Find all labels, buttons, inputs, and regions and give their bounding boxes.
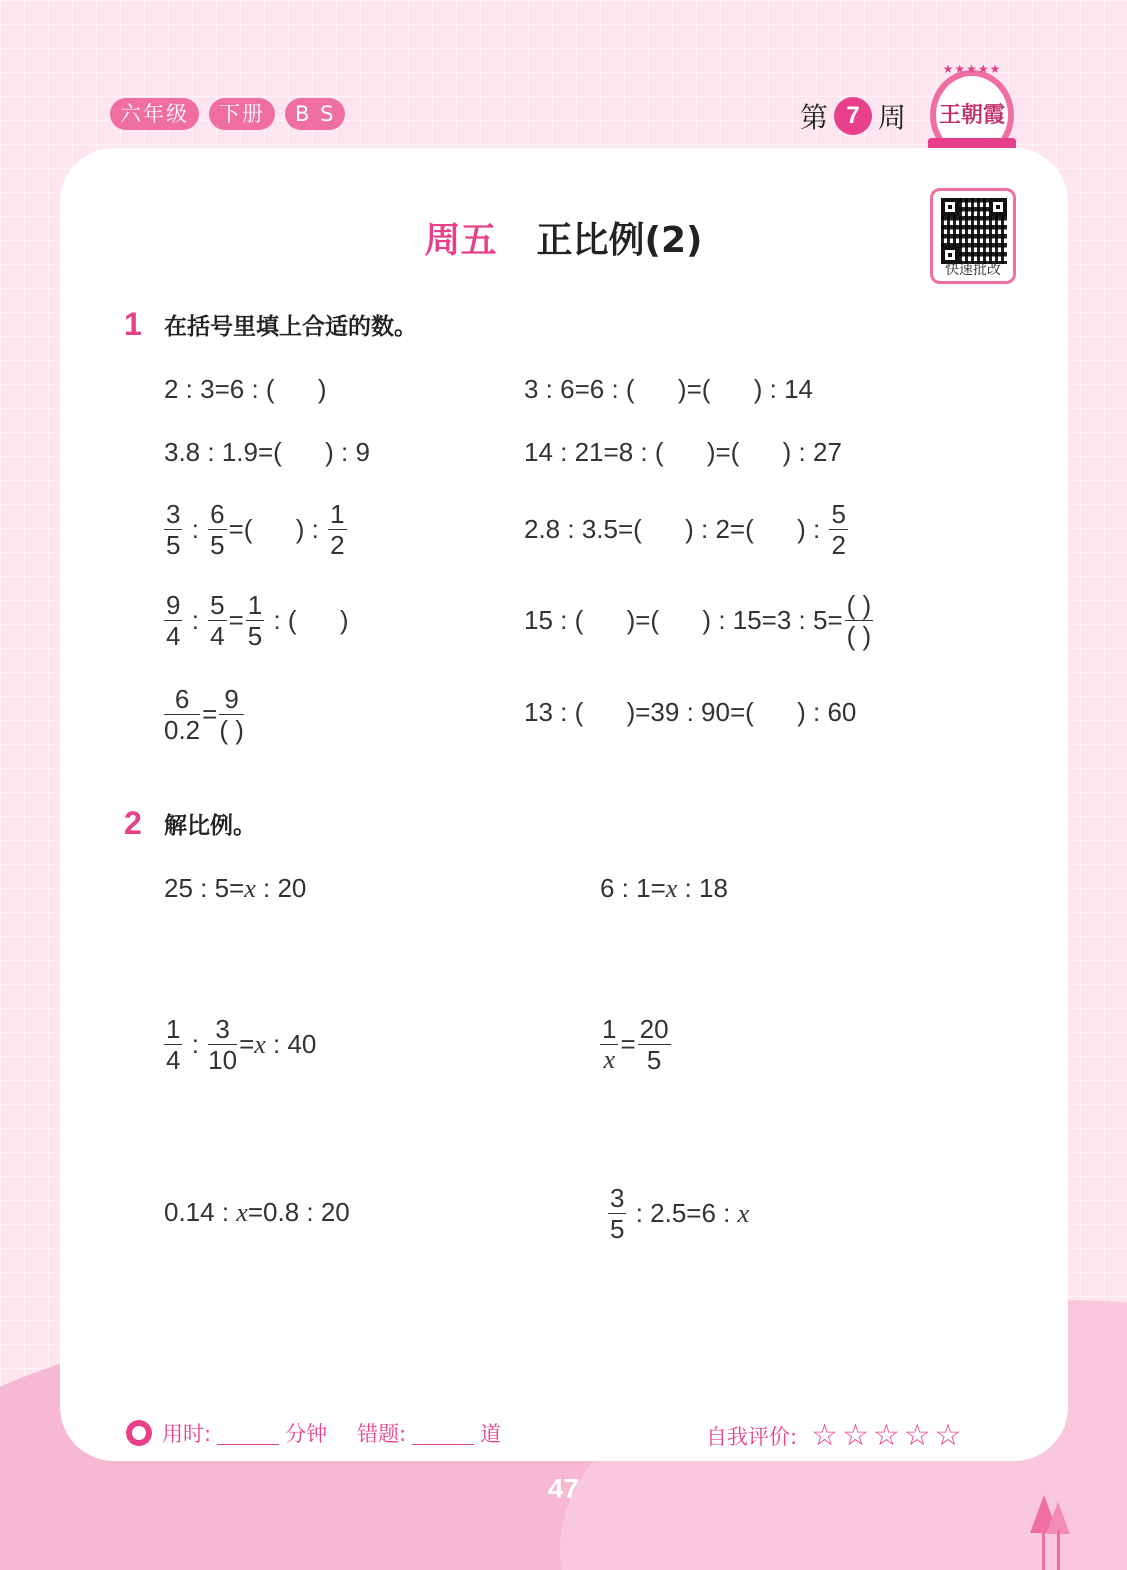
arrow-stem [1042,1530,1045,1570]
equation-1-9 [162,684,246,745]
variable-x: x [603,1045,615,1074]
denominator: 4 [210,621,225,651]
equation-text: = [228,605,244,635]
equation-text: 15 : ( )=( ) : 15=3 : 5= [524,605,843,635]
time-blank[interactable] [217,1421,279,1445]
numerator: 6 [210,499,225,529]
equation-text: 2.8 : 3.5=( ) : 2=( ) : [524,514,828,544]
proportion-e [164,1197,350,1228]
equation-text: = [620,1029,636,1059]
fraction [600,1014,618,1075]
fraction [829,499,847,560]
variable-x: x [254,1029,266,1059]
logo-text: 王朝霞 [938,102,1005,128]
proportion-c [162,1014,316,1075]
equation-text: : [184,514,207,544]
question-text: 在括号里填上合适的数。 [164,314,417,340]
fraction [246,590,264,651]
question-2-header [124,805,256,842]
fraction [164,590,182,651]
numerator: ( ) [846,590,872,620]
denominator: 2 [330,530,345,560]
equation-text: : ( ) [266,605,349,635]
denominator: 5 [646,1045,662,1075]
fraction [164,1014,182,1075]
equation-1-3 [164,437,370,468]
equation-text: : [184,605,207,635]
title-topic: 正比例(2) [536,220,703,261]
variable-x: x [665,873,678,903]
numerator: 9 [166,590,181,620]
equation-text: 13 : ( )=39 : 90=( ) : 60 [524,697,857,727]
equation-1-5 [162,499,349,560]
time-unit: 分钟 [285,1422,328,1446]
equation-1-8 [524,590,875,651]
equation-text: 0.14 : [164,1197,237,1227]
denominator: 0.2 [164,715,201,745]
equation-text: 3 : 6=6 : ( )=( ) : 14 [524,374,813,404]
error-blank[interactable] [412,1421,474,1445]
time-error-record [126,1418,501,1448]
time-label: 用时: [162,1422,212,1446]
numerator: 1 [330,499,345,529]
numerator: 5 [210,590,225,620]
denominator: 5 [166,530,181,560]
denominator: 2 [831,530,846,560]
brand-logo [930,62,1014,160]
rating-stars-icon[interactable]: ☆☆☆☆☆ [811,1418,966,1453]
variable-x: x [737,1198,750,1228]
numerator: 3 [166,499,181,529]
equation-1-4 [524,437,842,468]
equation-text: = [239,1029,255,1059]
equation-1-1 [164,374,327,405]
grade-tag: 六年级 [110,98,199,130]
denominator: 4 [166,621,181,651]
equation-1-10 [524,697,856,728]
numerator: 1 [247,590,263,620]
fraction [638,1014,671,1075]
denominator: ( ) [219,715,244,745]
volume-tag: 下册 [209,98,275,130]
equation-text: 6 : 1= [600,873,666,903]
equation-text: =0.8 : 20 [247,1197,350,1227]
equation-text: 2 : 3=6 : ( ) [164,374,327,404]
edition-tag: B S [285,98,345,130]
equation-text: : 20 [255,873,307,903]
title-day: 周五 [424,220,497,261]
question-number: 1 [124,306,142,342]
denominator: 10 [208,1045,238,1075]
variable-x: x [236,1197,248,1227]
numerator: 1 [166,1014,181,1044]
week-suffix: 周 [878,101,907,134]
fraction [164,499,182,560]
proportion-d [598,1014,673,1075]
fraction [845,590,874,651]
equation-text: 3.8 : 1.9=( ) : 9 [164,437,370,467]
week-number-badge: 7 [834,97,872,135]
eval-label: 自我评价: [706,1424,798,1449]
question-text: 解比例。 [164,813,256,839]
equation-text: 25 : 5= [164,873,245,903]
numerator: 9 [219,684,244,715]
denominator: 4 [166,1045,181,1075]
equation-1-6 [524,499,850,560]
equation-text: = [202,699,218,729]
numerator: 3 [208,1014,237,1045]
equation-1-7 [162,590,349,651]
proportion-b [600,873,728,904]
fraction [208,590,226,651]
fraction [608,1183,626,1244]
numerator: 1 [602,1014,617,1044]
equation-text: : 2.5=6 : [628,1198,738,1228]
self-evaluation [706,1418,966,1453]
proportion-f [606,1183,749,1244]
equation-text: 14 : 21=8 : ( )=( ) : 27 [524,437,842,467]
equation-text: : 40 [265,1029,317,1059]
denominator: 5 [247,621,263,651]
denominator: 5 [610,1214,625,1244]
equation-text: : 18 [677,873,728,903]
fraction [328,499,346,560]
equation-text: : [184,1029,207,1059]
variable-x: x [244,873,256,903]
question-1-header [124,306,417,343]
denominator: ( ) [846,621,872,651]
fraction [219,684,244,745]
equation-text: =( ) : [228,514,327,544]
question-number: 2 [124,805,142,841]
week-indicator [800,96,906,136]
numerator: 5 [831,499,846,529]
page-title [0,212,1127,263]
qr-label: 快速批改 [945,262,1001,278]
fraction [208,1014,237,1075]
stopwatch-icon [126,1420,152,1446]
numerator: 3 [610,1183,625,1213]
denominator: 5 [210,530,225,560]
page-number: 47 [547,1473,580,1504]
fraction [164,684,200,745]
numerator: 20 [639,1014,669,1044]
logo-stars-icon: ★★★★★ [942,62,1002,76]
grade-tags [110,98,345,130]
error-label: 错题: [357,1422,407,1446]
arrow-stem [1057,1530,1060,1570]
error-unit: 道 [480,1422,502,1446]
numerator: 6 [164,684,200,715]
fraction [208,499,226,560]
week-prefix: 第 [800,101,829,134]
equation-1-2 [524,374,813,405]
proportion-a [164,873,306,904]
